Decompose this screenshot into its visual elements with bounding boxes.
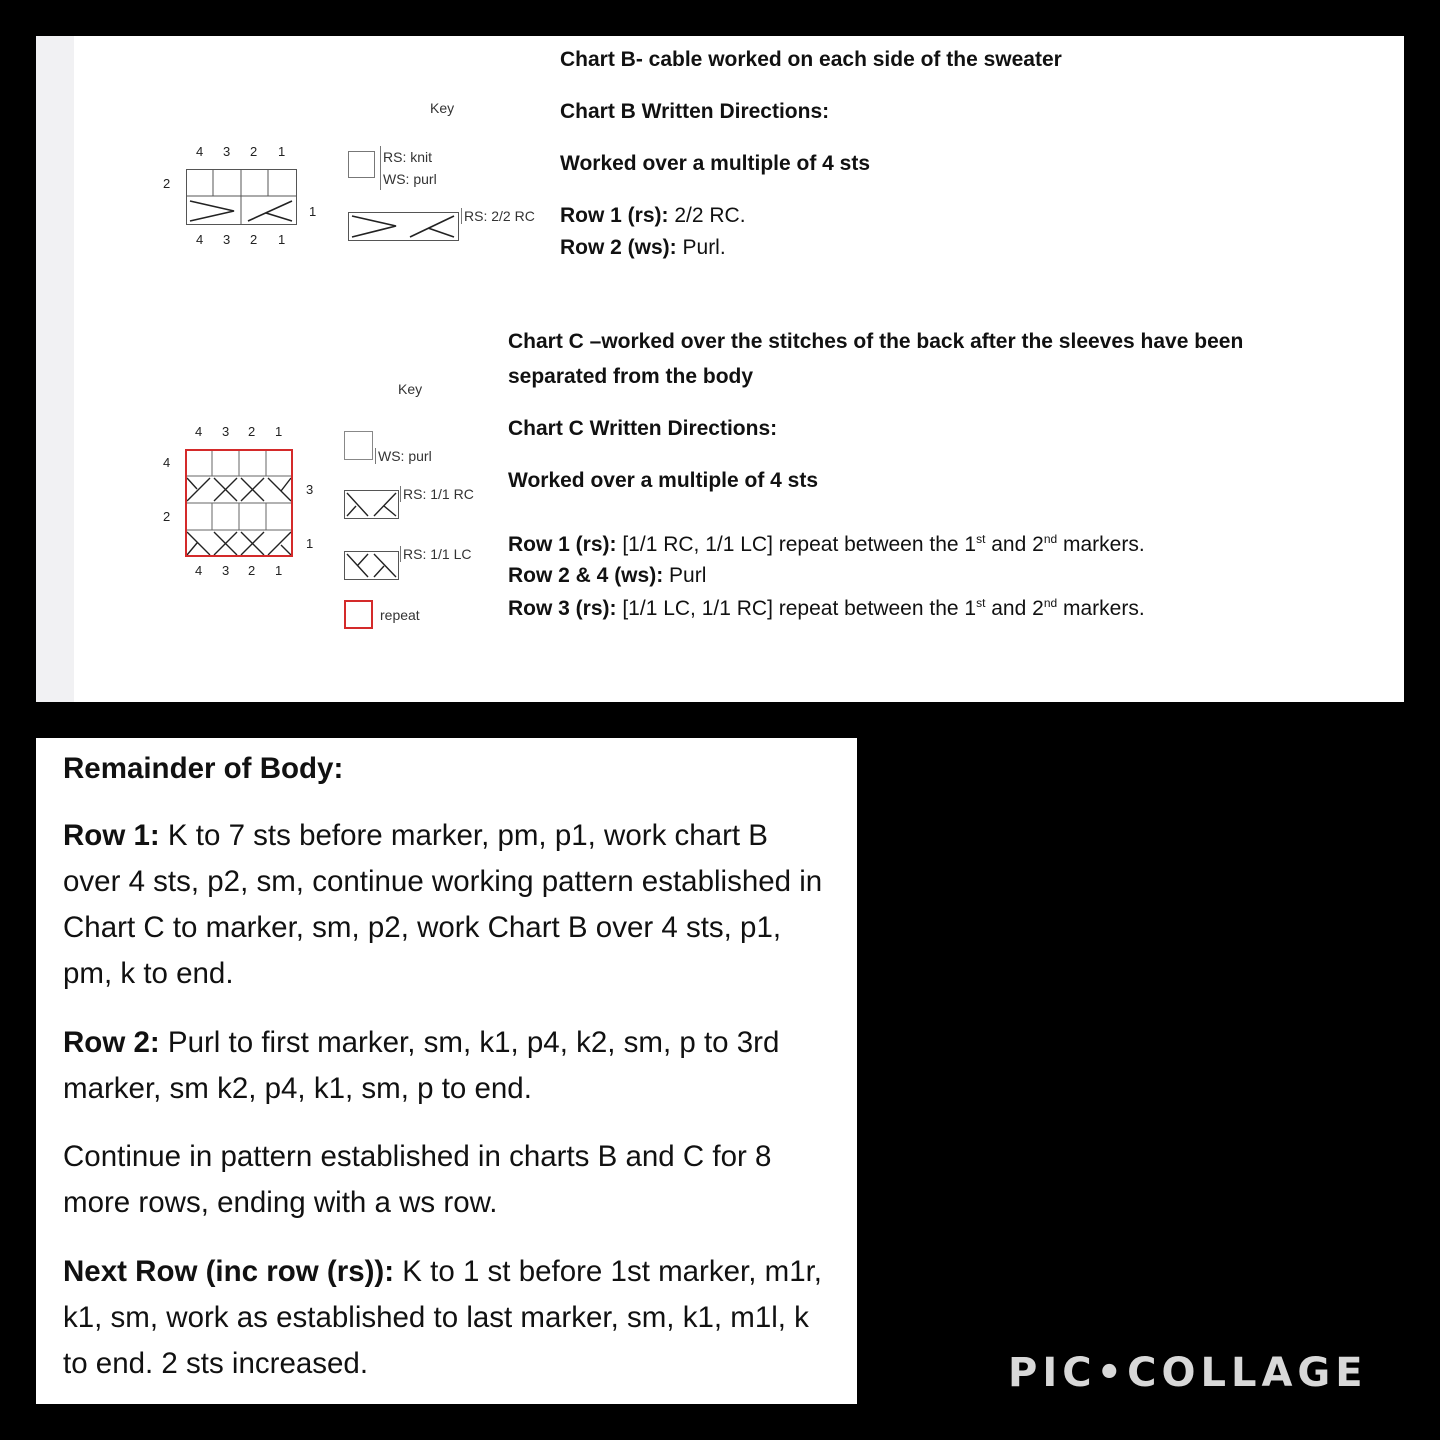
chart-b-grid: [186, 169, 298, 225]
chart-b-col-2-bottom: 2: [250, 232, 258, 247]
chart-c-col-2-top: 2: [248, 424, 256, 439]
remainder-heading: Remainder of Body:: [63, 752, 344, 785]
chart-b-col-1-top: 1: [278, 144, 286, 159]
cable-1-1-lc-key: [344, 551, 400, 581]
key-rs-1-1-lc: RS: 1/1 LC: [400, 546, 471, 562]
chart-c-row-3-instruction: Row 3 (rs): [1/1 LC, 1/1 RC] repeat between the 1st and 2nd markers.: [508, 596, 1145, 620]
chart-c-row-3: 3: [306, 482, 314, 497]
chart-c-row-2: 2: [163, 509, 171, 524]
chart-b-col-4-bottom: 4: [196, 232, 204, 247]
chart-c-col-3-top: 3: [222, 424, 230, 439]
chart-c-title-line-1: Chart C –worked over the stitches of the back after the sleeves have been: [508, 330, 1244, 353]
chart-c-row-4: 4: [163, 455, 171, 470]
chart-b-title: Chart B- cable worked on each side of the sweater: [560, 48, 1062, 71]
body-instructions-panel: [36, 738, 857, 1404]
chart-c-col-2-bottom: 2: [248, 563, 256, 578]
purl-key-box: [344, 431, 374, 461]
chart-c-col-1-bottom: 1: [275, 563, 283, 578]
repeat-key-box: [344, 600, 374, 630]
body-row-2: Row 2: Purl to first marker, sm, k1, p4, k2, sm, p to 3rd marker, sm k2, p4, k1, sm, p to end.: [63, 1026, 780, 1105]
chart-c-key-ws-purl: WS: purl: [375, 448, 432, 464]
picollage-watermark: PIC•COLLAGE: [1008, 1350, 1368, 1396]
chart-b-col-4-top: 4: [196, 144, 204, 159]
chart-b-key-knit-purl: [380, 146, 437, 190]
chart-b-written-heading: Chart B Written Directions:: [560, 100, 830, 123]
chart-b-col-3-top: 3: [223, 144, 231, 159]
chart-b-key-label: Key: [430, 100, 455, 116]
chart-b-col-2-top: 2: [250, 144, 258, 159]
key-rs-2-2-rc: RS: 2/2 RC: [461, 208, 535, 224]
chart-b-row-1-instruction: Row 1 (rs): 2/2 RC.: [560, 204, 746, 227]
key-repeat: repeat: [380, 607, 420, 623]
key-rs-1-1-rc: RS: 1/1 RC: [400, 486, 474, 502]
chart-c-written-heading: Chart C Written Directions:: [508, 417, 778, 440]
charts-panel: [36, 36, 1404, 702]
body-continue: Continue in pattern established in charts B and C for 8 more rows, ending with a ws row.: [63, 1140, 772, 1219]
chart-c-row-1-instruction: Row 1 (rs): [1/1 RC, 1/1 LC] repeat between the 1st and 2nd markers.: [508, 532, 1145, 556]
chart-c-title-line-2: separated from the body: [508, 365, 754, 388]
chart-c-col-1-top: 1: [275, 424, 283, 439]
chart-b-row-1: 1: [309, 204, 317, 219]
cable-1-1-rc-key: [344, 490, 400, 520]
chart-b-col-3-bottom: 3: [223, 232, 231, 247]
chart-c-row-2-4-instruction: Row 2 & 4 (ws): Purl: [508, 564, 707, 587]
key-ws-purl: WS: purl: [383, 171, 437, 187]
chart-c-col-4-bottom: 4: [195, 563, 203, 578]
chart-c-col-3-bottom: 3: [222, 563, 230, 578]
body-next-row: Next Row (inc row (rs)): K to 1 st before 1st marker, m1r, k1, sm, work as established to last marker, sm, k1, m1l, k to end. 2 sts increased.: [63, 1255, 823, 1380]
panel-edge: [36, 36, 74, 702]
chart-c-key-label: Key: [398, 381, 423, 397]
chart-b-multiple: Worked over a multiple of 4 sts: [560, 152, 871, 175]
body-row-1: Row 1: K to 7 sts before marker, pm, p1, work chart B over 4 sts, p2, sm, continue working pattern established in Chart C to marker, sm, p2, work Chart B over 4 sts, p1, pm, k to end.: [63, 819, 823, 990]
chart-c-multiple: Worked over a multiple of 4 sts: [508, 469, 819, 492]
chart-b-col-1-bottom: 1: [278, 232, 286, 247]
chart-b-row-2-instruction: Row 2 (ws): Purl.: [560, 236, 726, 259]
key-rs-knit: RS: knit: [383, 149, 433, 165]
chart-c-grid: [185, 449, 295, 558]
chart-c-row-1: 1: [306, 536, 314, 551]
cable-2-2-rc-key: [348, 212, 460, 242]
chart-c-col-4-top: 4: [195, 424, 203, 439]
chart-b-row-2: 2: [163, 176, 171, 191]
knit-purl-key-box: [348, 150, 376, 180]
